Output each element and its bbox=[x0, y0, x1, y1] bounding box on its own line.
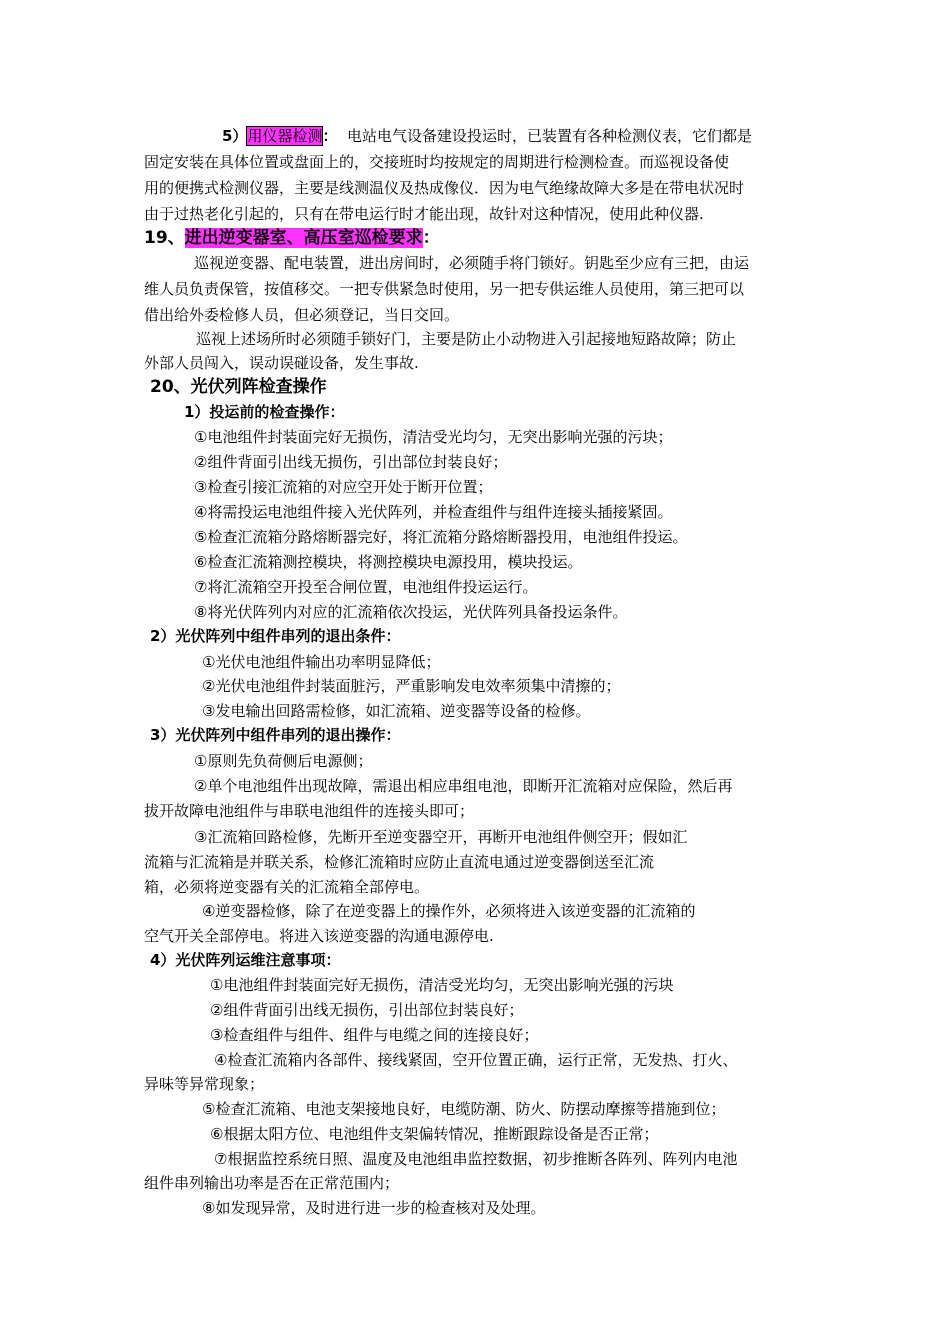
section-20-heading: 20、光伏列阵检查操作 bbox=[150, 377, 327, 397]
s19-p2-line1: 巡视上述场所时必须随手锁好门，主要是防止小动物进入引起接地短路故障；防止 bbox=[196, 330, 737, 348]
list-item: ⑧如发现异常，及时进行进一步的检查核对及处理。 bbox=[202, 1199, 546, 1217]
list-item: ③汇流箱回路检修，先断开至逆变器空开，再断开电池组件侧空开；假如汇 bbox=[194, 828, 688, 846]
sub1-title: 1）投运前的检查操作： bbox=[184, 403, 345, 421]
item5-line1 bbox=[222, 125, 752, 147]
section-19-num: 19、 bbox=[144, 228, 185, 248]
list-item-cont: 拔开故障电池组件与串联电池组件的连接头即可； bbox=[144, 802, 475, 820]
section-19-colon: ： bbox=[422, 228, 440, 248]
list-item: ②组件背面引出线无损伤，引出部位封装良好； bbox=[210, 1001, 524, 1019]
item5-title-highlight: 用仪器检测 bbox=[247, 127, 323, 145]
section-19-heading bbox=[144, 227, 440, 249]
list-item: ②单个电池组件出现故障，需退出相应串组电池，即断开汇流箱对应保险，然后再 bbox=[194, 777, 733, 795]
list-item-cont: 异味等异常现象； bbox=[144, 1075, 265, 1093]
section-19-title-highlight: 进出逆变器室、高压室巡检要求 bbox=[184, 228, 423, 248]
list-item: ③检查组件与组件、组件与电缆之间的连接良好； bbox=[210, 1026, 539, 1044]
item5-num: 5） bbox=[222, 127, 248, 145]
list-item: ⑤检查汇流箱分路熔断器完好，将汇流箱分路熔断器投用，电池组件投运。 bbox=[194, 528, 688, 546]
list-item: ④检查汇流箱内各部件、接线紧固，空开位置正确，运行正常，无发热、打火、 bbox=[214, 1051, 738, 1069]
list-item: ①原则先负荷侧后电源侧； bbox=[194, 752, 373, 770]
item5-text: 电站电气设备建设投运时，已装置有各种检测仪表，它们都是 bbox=[347, 127, 753, 145]
item5-line4: 由于过热老化引起的，只有在带电运行时才能出现，故针对这种情况，使用此种仪器. bbox=[144, 205, 704, 223]
list-item: ②光伏电池组件封装面脏污，严重影响发电效率须集中清擦的； bbox=[202, 677, 621, 695]
s19-p2-line2: 外部人员闯入，误动误碰设备，发生事故. bbox=[144, 354, 419, 372]
list-item: ⑥检查汇流箱测控模块，将测控模块电源投用，模块投运。 bbox=[194, 553, 583, 571]
list-item: ③发电输出回路需检修，如汇流箱、逆变器等设备的检修。 bbox=[202, 702, 591, 720]
s19-p1-line3: 借出给外委检修人员，但必须登记，当日交回。 bbox=[144, 306, 460, 324]
list-item: ⑦根据监控系统日照、温度及电池组串监控数据，初步推断各阵列、阵列内电池 bbox=[214, 1150, 738, 1168]
item5-line3: 用的便携式检测仪器，主要是线测温仪及热成像仪．因为电气绝缘故障大多是在带电状况时 bbox=[144, 179, 745, 197]
list-item: ①电池组件封装面完好无损伤，清洁受光均匀，无突出影响光强的污块 bbox=[210, 976, 674, 994]
item5-colon: ： bbox=[322, 127, 338, 145]
sub4-title: 4）光伏阵列运维注意事项： bbox=[150, 951, 341, 969]
list-item: ⑦将汇流箱空开投至合闸位置，电池组件投运运行。 bbox=[194, 578, 538, 596]
list-item: ⑤检查汇流箱、电池支架接地良好，电缆防潮、防火、防摆动摩擦等措施到位； bbox=[202, 1100, 726, 1118]
list-item: ②组件背面引出线无损伤，引出部位封装良好； bbox=[194, 453, 508, 471]
list-item: ①光伏电池组件输出功率明显降低； bbox=[202, 653, 441, 671]
list-item: ⑥根据太阳方位、电池组件支架偏转情况，推断跟踪设备是否正常； bbox=[210, 1125, 659, 1143]
list-item-cont: 箱，必须将逆变器有关的汇流箱全部停电。 bbox=[144, 878, 430, 896]
list-item: ④逆变器检修，除了在逆变器上的操作外，必须将进入该逆变器的汇流箱的 bbox=[202, 902, 696, 920]
item5-line2: 固定安装在具体位置或盘面上的，交接班时均按规定的周期进行检测检查。而巡视设备使 bbox=[144, 153, 730, 171]
list-item: ⑧将光伏阵列内对应的汇流箱依次投运，光伏阵列具备投运条件。 bbox=[194, 603, 628, 621]
s19-p1-line2: 维人员负责保管，按值移交。一把专供紧急时使用，另一把专供运维人员使用，第三把可以 bbox=[144, 280, 745, 298]
list-item: ③检查引接汇流箱的对应空开处于断开位置； bbox=[194, 478, 493, 496]
s19-p1-line1: 巡视逆变器、配电装置，进出房间时，必须随手将门锁好。钥匙至少应有三把，由运 bbox=[194, 254, 750, 272]
list-item-cont: 流箱与汇流箱是并联关系，检修汇流箱时应防止直流电通过逆变器倒送至汇流 bbox=[144, 853, 655, 871]
list-item-cont: 组件串列输出功率是否在正常范围内； bbox=[144, 1174, 400, 1192]
list-item: ①电池组件封装面完好无损伤，清洁受光均匀，无突出影响光强的污块； bbox=[194, 428, 673, 446]
list-item-cont: 空气开关全部停电。将进入该逆变器的沟通电源停电. bbox=[144, 927, 494, 945]
sub2-title: 2）光伏阵列中组件串列的退出条件： bbox=[150, 627, 401, 645]
sub3-title: 3）光伏阵列中组件串列的退出操作： bbox=[150, 726, 401, 744]
list-item: ④将需投运电池组件接入光伏阵列，并检查组件与组件连接头插接紧固。 bbox=[194, 503, 673, 521]
